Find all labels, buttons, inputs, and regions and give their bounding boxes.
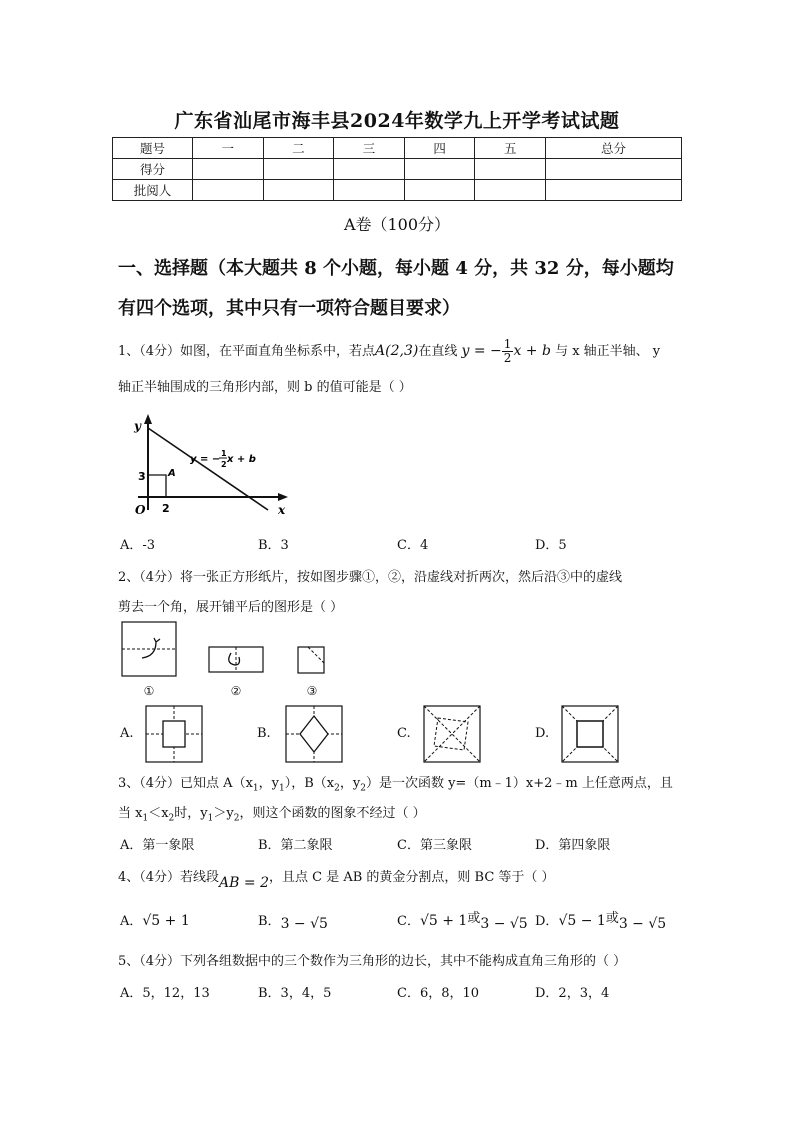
q4-option-b-value: 3 − √5: [280, 916, 328, 932]
q2-step3-figure: [296, 645, 328, 677]
score-cell[interactable]: [263, 180, 334, 201]
question-2-line2: 剪去一个角，展开铺平后的图形是（ ）: [118, 600, 344, 615]
q3-option-d[interactable]: D．第四象限: [535, 838, 611, 853]
header-cell: 题号: [113, 138, 193, 159]
fig-label-3: 3: [138, 470, 146, 483]
q1-eq-lhs: y = −: [461, 343, 502, 359]
q4-option-c-label: C．: [397, 914, 420, 929]
q2-option-a-figure[interactable]: [144, 704, 206, 766]
fig-line-label: y = −: [190, 454, 221, 465]
header-cell: 三: [334, 138, 405, 159]
q2-step2-label: ②: [230, 684, 242, 698]
q4-option-b[interactable]: [258, 910, 328, 932]
score-cell[interactable]: [546, 180, 682, 201]
q1-option-d[interactable]: D．5: [535, 538, 567, 553]
q1-eq-rhs: x + b: [513, 343, 551, 359]
q5-option-d[interactable]: D．2，3，4: [535, 986, 610, 1001]
question-1-line1: [118, 338, 660, 365]
q4-option-d[interactable]: [535, 910, 667, 932]
q5-option-a[interactable]: A．5，12，13: [120, 986, 210, 1001]
question-3-line2: [118, 802, 426, 824]
q4-option-b-label: B．: [258, 914, 281, 929]
q3-text: ）是一次函数 y=（m﹣1）x+2﹣m 上任意两点，且: [365, 776, 673, 791]
q2-step2-figure: [207, 645, 267, 675]
score-table: [112, 137, 682, 201]
q4-equation: AB = 2: [219, 875, 269, 891]
q4-option-c-value2: 3 − √5: [480, 916, 528, 932]
question-4-line1: [118, 866, 555, 891]
question-2-line1: 2、（4分）将一张正方形纸片，按如图步骤①，②，沿虚线对折两次，然后沿③中的虚线: [118, 570, 623, 585]
q3-text: ，y: [339, 776, 361, 791]
score-cell[interactable]: [334, 180, 405, 201]
header-cell: 四: [404, 138, 475, 159]
q5-option-b[interactable]: B．3，4，5: [258, 986, 332, 1001]
q2-option-d-label[interactable]: D.: [535, 726, 550, 741]
q4-option-c[interactable]: [397, 910, 528, 932]
q3-sub: 1: [207, 813, 214, 824]
score-cell[interactable]: [263, 159, 334, 180]
q2-option-a-label[interactable]: A.: [120, 726, 134, 741]
q3-sub: 2: [360, 783, 366, 794]
question-3-line1: [118, 772, 673, 794]
fig-x-label: x: [278, 503, 286, 517]
header-cell: 总分: [546, 138, 682, 159]
q1-suffix: 与 x 轴正半轴、 y: [555, 344, 661, 359]
fig-line-tail: x + b: [227, 454, 256, 465]
q2-step3-label: ③: [306, 684, 318, 698]
q3-text: ＜x: [148, 806, 169, 821]
q5-option-c[interactable]: C．6，8，10: [397, 986, 480, 1001]
score-cell[interactable]: [475, 159, 546, 180]
q4-option-d-value2: 3 − √5: [618, 916, 667, 932]
page-title: 广东省汕尾市海丰县2024年数学九上开学考试试题: [174, 110, 620, 132]
row-label: 得分: [113, 159, 193, 180]
score-cell[interactable]: [404, 180, 475, 201]
q2-option-d-figure[interactable]: [560, 704, 622, 766]
fig-line-frac-num: 1: [221, 449, 227, 458]
q1-mid: 在直线: [418, 344, 458, 359]
score-cell[interactable]: [546, 159, 682, 180]
score-cell[interactable]: [334, 159, 405, 180]
q3-sub: 2: [168, 813, 175, 824]
q4-prefix: 4、（4分）若线段: [118, 870, 220, 885]
q3-text: ），B（x: [284, 776, 335, 791]
question-5-line1: 5、（4分）下列各组数据中的三个数作为三角形的边长，其中不能构成直角三角形的（ ）: [118, 954, 627, 969]
q4-suffix: ，且点 C 是 AB 的黄金分割点，则 BC 等于（ ）: [268, 870, 555, 885]
q1-option-b[interactable]: B．3: [258, 538, 289, 553]
q3-option-a[interactable]: A．第一象限: [120, 838, 195, 853]
score-cell[interactable]: [193, 159, 264, 180]
header-cell: 二: [263, 138, 334, 159]
score-cell[interactable]: [404, 159, 475, 180]
q4-option-d-or: 或: [605, 911, 619, 926]
q2-option-b-label[interactable]: B.: [257, 726, 271, 741]
q2-step1-figure: [120, 620, 180, 680]
q4-option-d-value1: √5 − 1: [558, 913, 606, 929]
q3-text: ＞y: [213, 806, 234, 821]
q4-option-a-value: √5 + 1: [142, 913, 190, 929]
q1-option-a[interactable]: A．-3: [120, 538, 156, 553]
q3-sub: 2: [233, 813, 240, 824]
header-cell: 一: [193, 138, 264, 159]
score-cell[interactable]: [475, 180, 546, 201]
q3-sub: 1: [252, 783, 259, 794]
fig-label-a: A: [168, 468, 176, 479]
q3-sub: 2: [334, 783, 340, 794]
q1-point: A(2,3): [375, 343, 419, 359]
q2-option-c-label[interactable]: C.: [397, 726, 411, 741]
q3-text: 3、（4分）已知点 A（x: [118, 776, 253, 791]
q3-option-c[interactable]: C．第三象限: [397, 838, 472, 853]
frac-denominator: 2: [503, 351, 512, 365]
q3-text: 时，y: [174, 806, 208, 821]
section-heading-line1: 一、选择题（本大题共 8 个小题，每小题 4 分，共 32 分，每小题均: [118, 258, 674, 279]
section-heading-line2: 有四个选项，其中只有一项符合题目要求）: [118, 298, 460, 319]
q4-option-c-value1: √5 + 1: [419, 913, 468, 929]
q3-text: ，y: [258, 776, 279, 791]
question-1-line2: 轴正半轴围成的三角形内部，则 b 的值可能是（ ）: [118, 380, 412, 395]
fig-origin-label: O: [135, 503, 146, 517]
fig-line-frac-den: 2: [221, 460, 227, 469]
q1-fraction: [502, 338, 514, 365]
q3-sub: 1: [142, 813, 149, 824]
q4-option-a[interactable]: [120, 910, 190, 929]
q4-option-c-or: 或: [467, 911, 481, 926]
q3-text: 当 x: [118, 806, 143, 821]
score-row: [113, 159, 682, 180]
q1-option-c[interactable]: C．4: [397, 538, 429, 553]
paper-section-a: A卷（100分）: [343, 215, 451, 234]
score-cell[interactable]: [193, 180, 264, 201]
q2-option-b-figure[interactable]: [284, 704, 346, 766]
q4-option-a-label: A．: [120, 914, 143, 929]
q1-coordinate-figure: [128, 410, 298, 520]
q4-option-d-label: D．: [535, 914, 559, 929]
q2-option-c-figure[interactable]: [422, 704, 484, 766]
header-cell: 五: [475, 138, 546, 159]
fig-y-label: y: [134, 419, 141, 433]
q3-sub: 1: [279, 783, 285, 794]
q3-option-b[interactable]: B．第二象限: [258, 838, 333, 853]
row-label: 批阅人: [113, 180, 193, 201]
q2-step1-label: ①: [143, 684, 155, 698]
frac-numerator: 1: [503, 337, 512, 351]
q1-prefix: 1、（4分）如图，在平面直角坐标系中，若点: [118, 344, 376, 359]
score-table-header-row: [113, 138, 682, 159]
fig-label-2: 2: [162, 502, 170, 515]
q3-text: ，则这个函数的图象不经过（ ）: [239, 806, 426, 821]
reviewer-row: [113, 180, 682, 201]
